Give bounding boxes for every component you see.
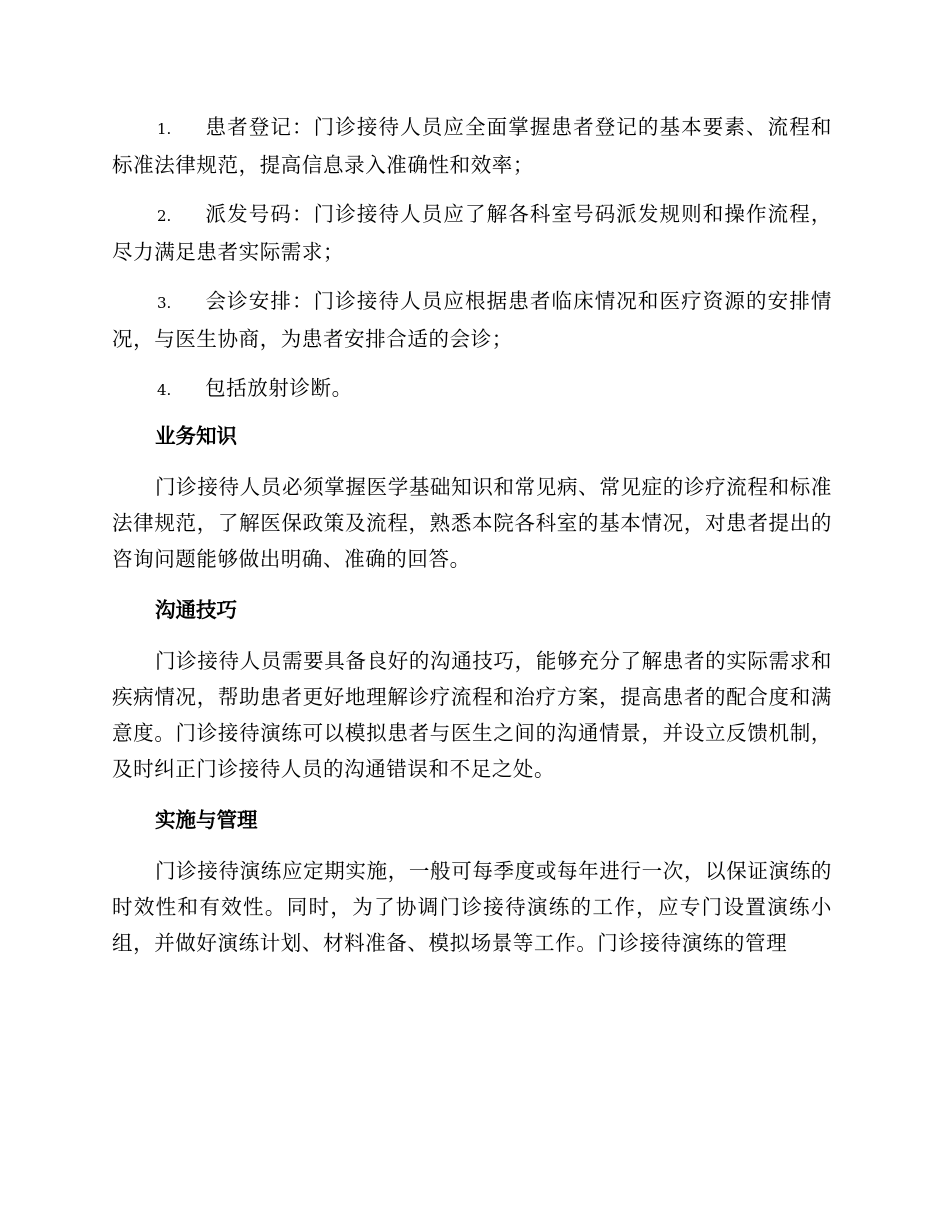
section-heading-implementation-management: 实施与管理 [155, 808, 258, 832]
list-number: 1. [157, 120, 172, 138]
list-text: 派发号码：门诊接待人员应了解各科室号码派发规则和操作流程，尽力满足患者实际需求； [112, 202, 832, 264]
list-number: 3. [157, 294, 172, 312]
list-text: 包括放射诊断。 [205, 376, 353, 400]
section-paragraph-business-knowledge: 门诊接待人员必须掌握医学基础知识和常见病、常见症的诊疗流程和标准法律规范，了解医保政策及流程，熟悉本院各科室的基本情况，对患者提出的咨询问题能够做出明确、准确的回答。 [112, 475, 832, 571]
list-item [112, 196, 832, 270]
list-number: 2. [157, 207, 172, 225]
section-heading-communication-skills: 沟通技巧 [155, 598, 237, 622]
list-item [112, 283, 832, 357]
list-item [112, 370, 832, 408]
list-item [112, 109, 832, 183]
section-paragraph-communication-skills: 门诊接待人员需要具备良好的沟通技巧，能够充分了解患者的实际需求和疾病情况，帮助患者更好地理解诊疗流程和治疗方案，提高患者的配合度和满意度。门诊接待演练可以模拟患者与医生之间的沟通情景，并设立反馈机制，及时纠正门诊接待人员的沟通错误和不足之处。 [112, 649, 832, 781]
section-paragraph-implementation-management: 门诊接待演练应定期实施，一般可每季度或每年进行一次，以保证演练的时效性和有效性。同时，为了协调门诊接待演练的工作，应专门设置演练小组，并做好演练计划、材料准备、模拟场景等工作。门诊接待演练的管理 [112, 859, 832, 955]
list-text: 会诊安排：门诊接待人员应根据患者临床情况和医疗资源的安排情况，与医生协商，为患者安排合适的会诊； [112, 289, 832, 351]
list-text: 患者登记：门诊接待人员应全面掌握患者登记的基本要素、流程和标准法律规范，提高信息录入准确性和效率； [112, 115, 832, 177]
section-heading-business-knowledge: 业务知识 [155, 424, 237, 448]
list-number: 4. [157, 381, 172, 399]
